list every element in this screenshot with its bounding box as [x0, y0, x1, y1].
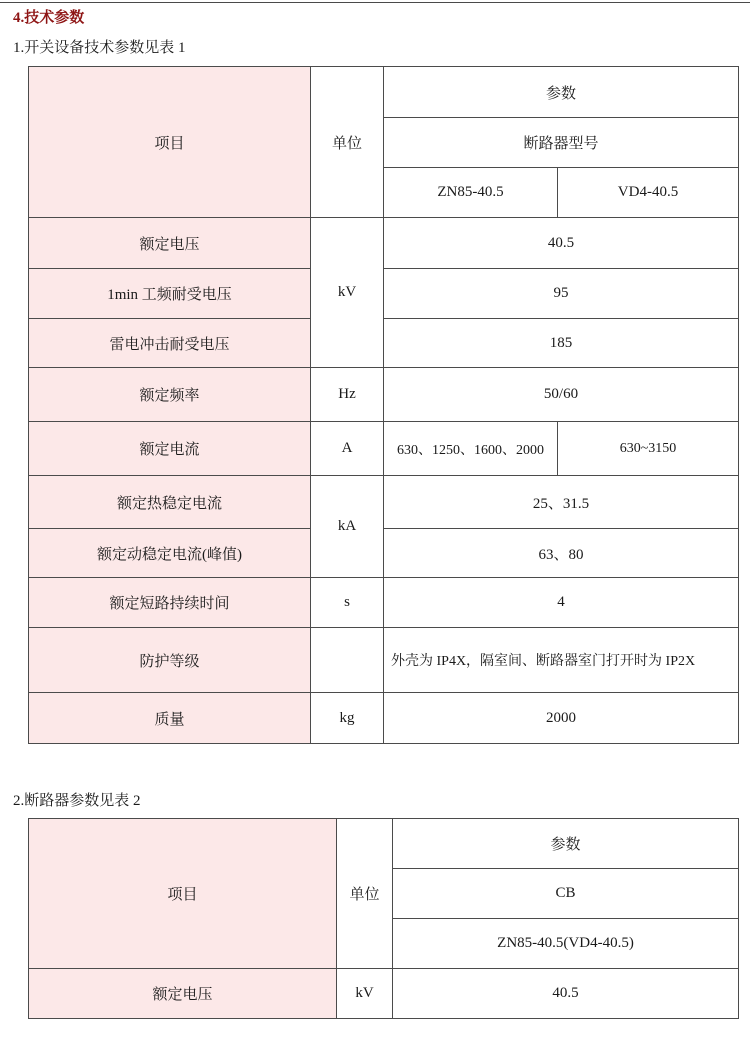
t1-protection-degree-label: 防护等级: [29, 628, 311, 693]
t1-header-model-a-cell: ZN85-40.5: [384, 168, 558, 218]
t1-hz-unit-cell: Hz: [311, 368, 384, 422]
breaker-params-table: [28, 818, 739, 1019]
t1-header-model-b-cell: VD4-40.5: [558, 168, 739, 218]
t1-kg-unit-cell: kg: [311, 693, 384, 744]
table1-caption: 1.开关设备技术参数见表 1: [13, 40, 186, 56]
t1-rated-current-label: 额定电流: [29, 422, 311, 476]
t1-power-freq-withstand-value: 95: [384, 269, 739, 319]
t1-ka-unit-cell: kA: [311, 476, 384, 578]
t1-mass-value: 2000: [384, 693, 739, 744]
t1-kv-unit-cell: kV: [311, 218, 384, 368]
t1-thermal-current-label: 额定热稳定电流: [29, 476, 311, 529]
t2-header-param-cell: 参数: [393, 819, 739, 869]
page-top-rule: [0, 2, 750, 3]
t1-dynamic-current-label: 额定动稳定电流(峰值): [29, 529, 311, 578]
t1-dynamic-current-value: 63、80: [384, 529, 739, 578]
t1-a-unit-cell: A: [311, 422, 384, 476]
t2-rated-voltage-label: 额定电压: [29, 969, 337, 1019]
t2-kv-unit-cell: kV: [337, 969, 393, 1019]
t1-protection-unit-cell: [311, 628, 384, 693]
t1-rated-voltage-value: 40.5: [384, 218, 739, 269]
t1-header-item-cell: 项目: [29, 67, 311, 218]
t1-s-unit-cell: s: [311, 578, 384, 628]
t2-header-model-cell: ZN85-40.5(VD4-40.5): [393, 919, 739, 969]
t1-rated-current-value-a: 630、1250、1600、2000: [384, 422, 558, 476]
t1-header-breaker-model-cell: 断路器型号: [384, 118, 739, 168]
t2-rated-voltage-value: 40.5: [393, 969, 739, 1019]
t1-lightning-impulse-value: 185: [384, 319, 739, 368]
t1-short-circuit-duration-value: 4: [384, 578, 739, 628]
table2-caption: 2.断路器参数见表 2: [13, 793, 141, 809]
section-heading: 4.技术参数: [13, 10, 85, 26]
t1-rated-frequency-value: 50/60: [384, 368, 739, 422]
t1-header-unit-cell: 单位: [311, 67, 384, 218]
t1-rated-frequency-label: 额定频率: [29, 368, 311, 422]
t2-header-cb-cell: CB: [393, 869, 739, 919]
t1-power-freq-withstand-label: 1min 工频耐受电压: [29, 269, 311, 319]
t1-short-circuit-duration-label: 额定短路持续时间: [29, 578, 311, 628]
t1-header-param-cell: 参数: [384, 67, 739, 118]
switchgear-params-table: [28, 66, 739, 744]
t1-rated-current-value-b: 630~3150: [558, 422, 739, 476]
t1-lightning-impulse-label: 雷电冲击耐受电压: [29, 319, 311, 368]
t2-header-item-cell: 项目: [29, 819, 337, 969]
t1-thermal-current-value: 25、31.5: [384, 476, 739, 529]
t1-protection-degree-value: 外壳为 IP4X，隔室间、断路器室门打开时为 IP2X: [384, 628, 739, 693]
t1-rated-voltage-label: 额定电压: [29, 218, 311, 269]
t1-mass-label: 质量: [29, 693, 311, 744]
t2-header-unit-cell: 单位: [337, 819, 393, 969]
